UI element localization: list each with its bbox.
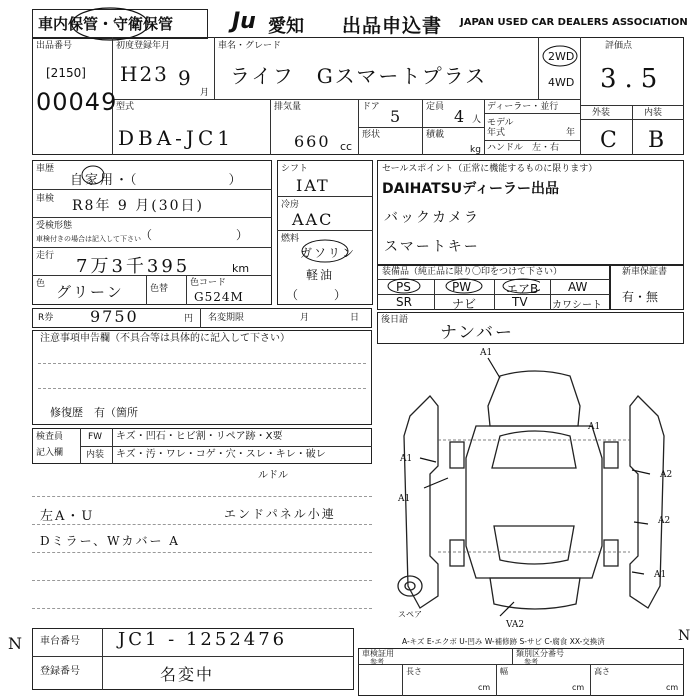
handwritten-left-1: 左A・U [40, 509, 95, 524]
logo-region: 愛知 [268, 16, 304, 37]
reg-number-value: 名変中 [160, 665, 215, 684]
diag-mark-a1-left2: A1 [398, 494, 411, 504]
handwritten-left-2: Dミラー、Wカバー A [40, 534, 180, 548]
equip-airbag: エアB [506, 282, 539, 296]
fuel-label: 燃料 [281, 234, 300, 244]
dims-row1-a: 車検証用 [362, 649, 394, 658]
back-notes-label: 後日語 [381, 315, 409, 325]
margin-right-n: N [678, 628, 693, 644]
dims-height-unit: cm [666, 683, 679, 692]
mileage-label: 走行 [36, 251, 55, 261]
model-year-label: モデル年式 [487, 118, 514, 138]
equip-aw: AW [568, 280, 588, 294]
displacement-label: 排気量 [274, 102, 302, 112]
recycle-ticket-block [32, 308, 372, 328]
warranty-options: 有・無 [622, 290, 659, 304]
selling-point-1: バックカメラ [384, 210, 480, 226]
color-code-label: 色コード [190, 278, 227, 288]
car-name-value: ライフ Gスマートプラス [230, 64, 488, 88]
displacement-unit: cc [340, 140, 353, 153]
inspector-row2-head: 内装 [86, 450, 105, 460]
dims-height-label: 高さ [594, 667, 610, 676]
model-label: 型式 [116, 102, 135, 112]
handwritten-right-1: エンドパネル小連 [224, 507, 336, 521]
warranty-label: 新車保証書 [622, 267, 668, 277]
color-code: G524M [194, 290, 244, 304]
dealer-label: ディーラー・並行 [487, 102, 559, 112]
evaluation-score: 3.5 [600, 64, 666, 94]
registration-year: H23 [120, 62, 169, 86]
recycle-label: R券 [38, 313, 54, 323]
diag-mark-a1-right3: A1 [654, 570, 667, 580]
form-title: 出品申込書 [342, 15, 443, 37]
dims-row2-b: 参考 [524, 658, 538, 666]
mileage-unit: km [232, 262, 250, 275]
back-notes-value: ナンバー [440, 323, 514, 343]
ac-value: AAC [292, 210, 334, 229]
name-change-label: 名変期限 [208, 313, 245, 323]
logo-mark: Ju [232, 9, 256, 34]
capacity-label: 定員 [426, 102, 445, 112]
color-label: 色 [36, 279, 46, 289]
capacity-value: 4 [454, 107, 467, 126]
equip-navi: ナビ [452, 297, 477, 311]
color-change-label: 色替 [150, 284, 169, 294]
equip-seat: カワシート [552, 300, 602, 311]
margin-left-n: N [8, 634, 24, 653]
doors-value: 5 [390, 107, 403, 126]
damage-legend: A-キズ E-エクボ U-凹み W-補修跡 S-サビ C-腐食 XX-交換済 [402, 637, 605, 646]
inspector-row2: キズ・汚・ワレ・コゲ・穴・スレ・キレ・破レ [116, 449, 326, 460]
registration-month: 9 [178, 66, 193, 90]
ac-label: 冷房 [281, 200, 300, 210]
name-change-month: 月 [300, 313, 310, 323]
load-unit: kg [470, 145, 481, 155]
diag-mark-va2: VA2 [506, 620, 525, 630]
equip-tv: TV [512, 295, 528, 309]
interior-label: 内装 [644, 108, 663, 118]
registration-label: 初度登録年月 [116, 41, 171, 51]
exterior-value: C [600, 128, 619, 153]
inspection-label: 車検 [36, 194, 55, 204]
registration-month-unit: 月 [200, 88, 210, 98]
equip-sr: SR [396, 295, 412, 309]
frame-label: 車台番号 [40, 636, 80, 647]
diag-mark-a2-right2: A2 [658, 516, 671, 526]
reception-paren: （ ） [140, 228, 249, 242]
notes-label: 注意事項申告欄（不具合等は具体的に記入して下さい） [40, 333, 290, 344]
lot-code: [2150] [46, 66, 86, 80]
inspector-annotation: ルドル [258, 470, 288, 481]
association-name: JAPAN USED CAR DEALERS ASSOCIATION [460, 17, 688, 28]
dims-length-label: 長さ [406, 667, 422, 676]
history-label: 車歴 [36, 164, 55, 174]
equip-circles [380, 277, 540, 295]
car-damage-diagram [380, 346, 684, 636]
lot-label: 出品番号 [36, 41, 73, 51]
equipment-label: 装備品（純正品に限り〇印をつけて下さい） [382, 267, 563, 277]
fuel-sub: 軽油 [306, 268, 335, 282]
reception-note: 車検付きの場合は記入して下さい [36, 235, 141, 243]
repair-label: 修復歴 有（箇所 [50, 406, 138, 419]
shape-label: 形状 [362, 130, 381, 140]
reg-number-label: 登録番号 [40, 666, 80, 677]
dims-width-unit: cm [572, 683, 585, 692]
name-change-day: 日 [350, 313, 360, 323]
shift-value: IAT [296, 176, 330, 195]
frame-value: JC1 - 1252476 [118, 629, 288, 650]
load-label: 積載 [426, 130, 445, 140]
recycle-unit: 円 [184, 314, 194, 324]
back-notes-block [377, 312, 684, 344]
model-value: DBA-JC1 [118, 126, 234, 150]
inspection-value: R8年 9 月(30日) [72, 198, 204, 214]
color-value: グリーン [56, 283, 124, 301]
equip-pw: PW [452, 280, 472, 294]
equip-ps: PS [396, 280, 411, 294]
drive-4wd: 4WD [548, 76, 575, 89]
history-circle [80, 164, 106, 186]
recycle-value: 9750 [90, 307, 139, 326]
lot-number: 00049 [36, 88, 118, 116]
drive-circle [540, 44, 580, 68]
handle-label: ハンドル 左・右 [487, 143, 560, 153]
doors-label: ドア [362, 102, 380, 112]
model-year-unit: 年 [566, 128, 576, 138]
dims-row1-b: 類別区分番号 [516, 649, 564, 658]
selling-point-2: スマートキー [384, 239, 480, 255]
inspector-row1: キズ・凹石・ヒビ割・リペア跡・X要 [116, 431, 283, 442]
fuel-circle [300, 238, 350, 264]
capacity-unit: 人 [472, 115, 482, 125]
diag-mark-a1-left1: A1 [400, 454, 413, 464]
dealer-note: DAIHATSUディーラー出品 [382, 181, 560, 197]
drive-2wd: 2WD [548, 50, 575, 63]
fuel-value: ガソリン [300, 246, 357, 260]
diag-mark-a2-right1: A2 [660, 470, 673, 480]
shift-label: シフト [281, 164, 309, 174]
inspector-label-2: 記入欄 [36, 448, 64, 458]
inspector-label-1: 検査員 [36, 432, 64, 442]
inspector-row1-head: FW [88, 432, 103, 442]
interior-value: B [648, 128, 667, 153]
dims-width-label: 幅 [500, 667, 508, 676]
diag-mark-a1-top2: A1 [588, 422, 601, 432]
car-name-label: 車名・グレード [218, 41, 282, 51]
exterior-label: 外装 [592, 108, 611, 118]
storage-label: 車内保管・守衛保管 [38, 15, 174, 33]
evaluation-label: 評価点 [605, 41, 633, 51]
diag-mark-spare: スペア [398, 610, 422, 619]
diag-mark-a1-top: A1 [480, 348, 493, 358]
fuel-paren: （ ） [286, 288, 347, 302]
dims-length-unit: cm [478, 683, 491, 692]
selling-points-label: セールスポイント（正常に機能するものに限ります） [382, 164, 598, 174]
displacement-value: 660 [294, 132, 331, 151]
mileage-value: 7万3千395 [76, 256, 191, 277]
history-value: 自家用・（ ） [70, 173, 244, 188]
reception-label: 受検形態 [36, 221, 73, 231]
dims-row2-a: 参考 [370, 658, 384, 666]
